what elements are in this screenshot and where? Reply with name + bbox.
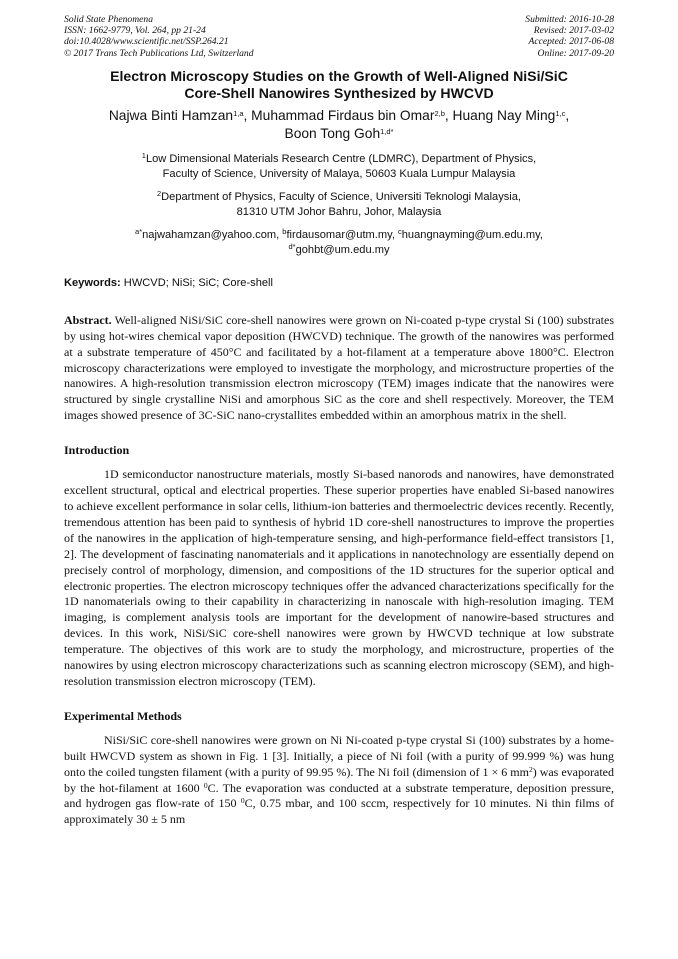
journal-header [64, 14, 614, 59]
copyright-line: © 2017 Trans Tech Publications Ltd, Switzerland [64, 47, 254, 59]
abstract-label: Abstract. [64, 312, 112, 327]
author-line-1: Najwa Binti Hamzan$^{1,a}$, Muhammad Firdaus bin Omar$^{2,b}$, Huang Nay Ming$^{1,c}$, [108, 107, 570, 123]
journal-name: Solid State Phenomena [64, 14, 153, 25]
paper-page [64, 14, 614, 828]
email-b[interactable]: firdausomar@utm.my, [286, 228, 399, 241]
title-line-1: Electron Microscopy Studies on the Growth of Well-Aligned NiSi/SiC [110, 67, 568, 84]
author-4: Boon Tong Goh [284, 125, 381, 141]
abstract [64, 313, 614, 424]
author-1: Najwa Binti Hamzan [108, 107, 234, 123]
introduction-heading: Introduction [64, 443, 130, 458]
affiliation-2: $^2$Department of Physics, Faculty of Science, Universiti Teknologi Malaysia, 81310 UTM Johor Bahru, Johor, Malaysia [156, 188, 522, 218]
email-c[interactable]: huangnayming@um.edu.my, [401, 228, 543, 241]
author-4-affil: 1,d* [380, 126, 394, 136]
revised-date: Revised: 2017-03-02 [533, 25, 614, 37]
abstract-text: Well-aligned NiSi/SiC core-shell nanowires were grown on Ni-coated p-type crystal Si (100) substrates by using hot-wires chemical vapor deposition (HWCVD) technique. The growth of the nanowires was performed at a substrate temperature of 450°C and facilitated by a hot-filament at a temperature above 1800°C. Electron microscopy characterizations were employed to investigate the morphology, and microstructure properties of the nanowires. A high-resolution transmission electron microscopy (TEM) images indicate that the nanowires were structured by single crystalline NiSi and amorphous SiC as the core and shell respectively. Moreover, the TEM images showed presence of 3C-SiC nano-crystallites embedded within an amorphous matrix in the shell. [64, 312, 614, 423]
author-1-affil: 1,a [233, 108, 244, 118]
methods-text: NiSi/SiC core-shell nanowires were grown on Ni Ni-coated p-type crystal Si (100) substrates by a home-built HWCVD system as shown in Fig. 1 [3]. Initially, a piece of Ni foil (with a purity of 99.999 %) was hung onto the coiled tungsten filament (with a purity of 99.95 %). The Ni foil (dimension of 1 × 6 $mm^2$) was evaporated by the hot-filament at 1600 $^0$C. The evaporation was conducted at a substrate temperature, deposition pressure, and hydrogen gas flow-rate of 150 $^0$C, 0.75 mbar, and 100 sccm, respectively for 10 minutes. Ni thin films of approximately 30 ± 5 nm [64, 732, 614, 827]
accepted-date: Accepted: 2017-06-08 [528, 36, 614, 48]
journal-info [64, 14, 254, 59]
issn-line: ISSN: 1662-9779, Vol. 264, pp 21-24 [64, 25, 206, 37]
title-line-2: Core-Shell Nanowires Synthesized by HWCVD [184, 85, 494, 102]
submitted-date: Submitted: 2016-10-28 [525, 14, 614, 25]
doi-line[interactable]: doi:10.4028/www.scientific.net/SSP.264.21 [64, 36, 229, 48]
author-3: Huang Nay Ming [452, 107, 556, 123]
author-emails: $^{a*}$najwahamzan@yahoo.com, $^b$firdausomar@utm.my, $^c$huangnayming@um.edu.my, $^{d*}$gohbt@um.edu.my [135, 226, 543, 256]
keywords-label: Keywords: [64, 276, 121, 289]
author-2: Muhammad Firdaus bin Omar [251, 107, 435, 123]
keywords [64, 276, 614, 291]
author-2-affil: 2,b [434, 108, 445, 118]
paper-title [64, 68, 614, 103]
affiliation-1: $^1$Low Dimensional Materials Research Centre (LDMRC), Department of Physics, Faculty of Science, University of Malaya, 50603 Kuala Lumpur Malaysia [141, 150, 537, 180]
email-d[interactable]: gohbt@um.edu.my [295, 243, 390, 256]
online-date: Online: 2017-09-20 [537, 47, 614, 59]
author-line-2 [64, 125, 614, 143]
author-list [64, 107, 614, 143]
methods-heading: Experimental Methods [64, 708, 182, 723]
publication-dates [525, 14, 614, 59]
email-a[interactable]: najwahamzan@yahoo.com, [142, 228, 283, 241]
introduction-text: 1D semiconductor nanostructure materials, mostly Si-based nanorods and nanowires, have demonstrated excellent structural, optical and electrical properties. These superior properties have enabled Si-based nanowires to achieve excellent performance in solar cells, lithium-ion batteries and thermoelectric devices recently. Recently, tremendous attention has been paid to synthesis of hybrid 1D core-shell nanostructures to improve the properties of the nanowires in the application of high-temperature sensing, and high-performance field-effect transistors [1, 2]. The development of fascinating nanomaterials and it applications in nanotechnology are essentially depend on precisely control of morphology, dimension, and compositions of the 1D structures for the superior optical and electronic properties. The electron microscopy techniques offer the advanced characterizations specifically for the 1D nanomaterials owing to their capability in characterizing in nanoscale with high-resolution imaging. TEM imaging, is complement analysis tools are important for the development of nanowire-based structures and devices. In this work, NiSi/SiC core-shell nanowires were grown by HWCVD technique at low substrate temperature. The objectives of this work are to study the morphology, and microstructure, properties of the nanowires by using electron microscopy characterizations such as scanning electron microscopy (SEM), and high-resolution transmission electron microscopy (TEM). [64, 467, 614, 688]
keywords-text: HWCVD; NiSi; SiC; Core-shell [120, 276, 273, 289]
author-3-affil: 1,c [555, 108, 566, 118]
